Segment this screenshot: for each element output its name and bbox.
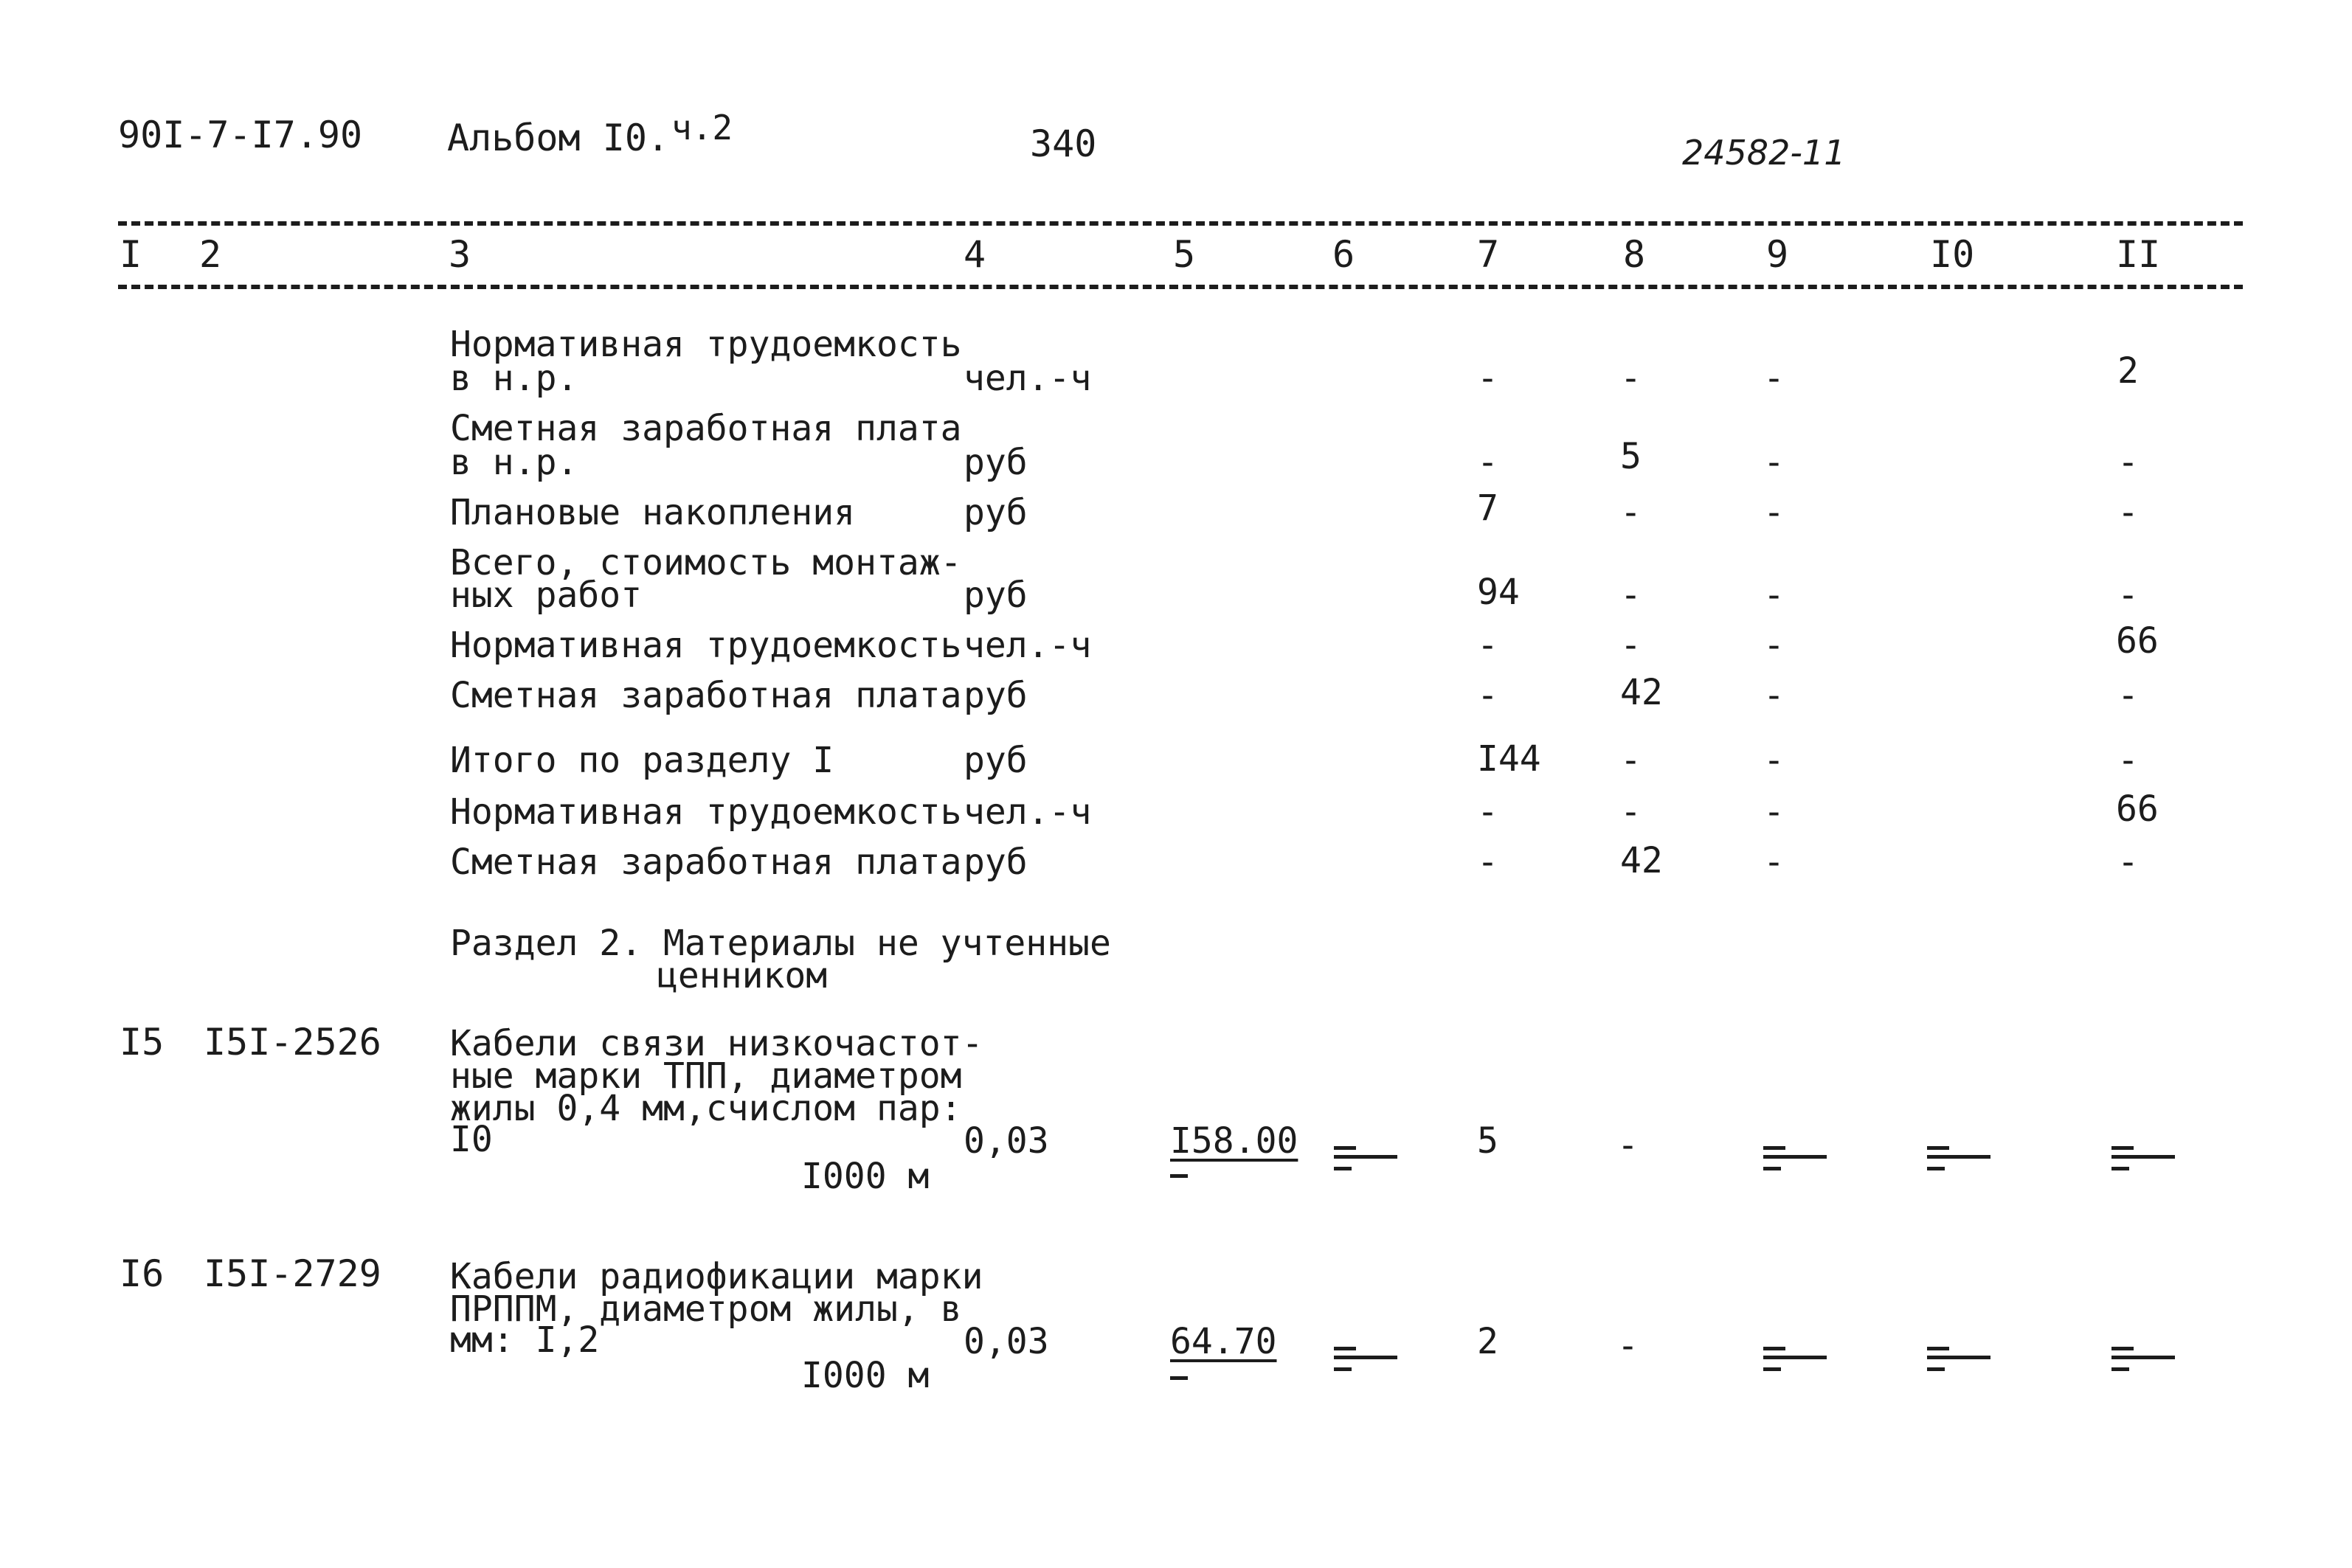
col11-dash-mark <box>2111 1347 2175 1369</box>
summary-col7: - <box>1477 442 1498 483</box>
summary-col7: - <box>1477 358 1498 399</box>
item-description-cont: жилы 0,4 мм,счислом пар: <box>450 1088 962 1129</box>
summary-col7: - <box>1477 675 1498 716</box>
summary-unit: чел.-ч <box>964 358 1092 399</box>
summary-col8: - <box>1620 740 1642 781</box>
summary-col7: - <box>1477 842 1498 883</box>
summary-col11: 66 <box>2116 620 2159 662</box>
summary-col9: - <box>1763 575 1785 616</box>
item-number: I5 <box>120 1021 165 1064</box>
summary-col9: - <box>1763 842 1785 883</box>
col6-dash-mark <box>1334 1347 1397 1369</box>
summary-col8: - <box>1620 625 1642 666</box>
summary-col9: - <box>1763 442 1785 483</box>
summary-col9: - <box>1763 675 1785 716</box>
item-description-cont: мм: I,2 <box>450 1319 600 1361</box>
col-header-5: 5 <box>1173 233 1196 276</box>
summary-col9: - <box>1763 492 1785 533</box>
summary-col11: - <box>2117 675 2139 716</box>
page-number: 340 <box>1030 122 1097 165</box>
item-description-cont: I0 <box>450 1119 493 1160</box>
col9-dash-mark <box>1763 1146 1827 1168</box>
summary-unit: руб <box>964 575 1028 616</box>
summary-col9: - <box>1763 625 1785 666</box>
summary-col7: 7 <box>1477 488 1498 529</box>
col-header-9: 9 <box>1766 233 1789 276</box>
item-description: Кабели радиофикации марки <box>450 1256 983 1297</box>
summary-col8: - <box>1620 358 1642 399</box>
col-header-4: 4 <box>964 233 986 276</box>
item-unit: I000 м <box>801 1355 930 1396</box>
summary-unit: руб <box>964 842 1028 883</box>
section-title-cont: ценником <box>657 955 828 996</box>
summary-name: Сметная заработная плата <box>450 842 962 883</box>
summary-col11: - <box>2117 740 2139 781</box>
col6-dash-mark <box>1334 1146 1397 1168</box>
album-part: ч.2 <box>671 108 733 148</box>
item-code: I5I-2729 <box>204 1252 381 1295</box>
item-description-cont: ПРППМ, диаметром жилы, в <box>450 1288 962 1330</box>
summary-name: Нормативная трудоемкость <box>450 324 962 365</box>
summary-name-cont: в н.р. <box>450 442 578 483</box>
col9-dash-mark <box>1763 1347 1827 1369</box>
summary-col8: - <box>1620 791 1642 833</box>
summary-col9: - <box>1763 740 1785 781</box>
summary-name: Всего, стоимость монтаж- <box>450 542 962 583</box>
item-col8: - <box>1617 1325 1639 1367</box>
summary-unit: руб <box>964 740 1028 781</box>
col11-dash-mark <box>2111 1146 2175 1168</box>
summary-col9: - <box>1763 358 1785 399</box>
summary-col8: - <box>1620 575 1642 616</box>
summary-col8: 5 <box>1620 436 1642 477</box>
summary-col11: - <box>2117 492 2139 533</box>
summary-col8: - <box>1620 492 1642 533</box>
summary-name: Сметная заработная плата <box>450 675 962 716</box>
col-header-8: 8 <box>1623 233 1646 276</box>
summary-col11: - <box>2117 442 2139 483</box>
summary-col7: - <box>1477 625 1498 666</box>
summary-col7: I44 <box>1477 738 1541 780</box>
summary-name: Нормативная трудоемкость <box>450 791 962 833</box>
summary-col7: 94 <box>1477 572 1520 613</box>
summary-col11: 66 <box>2116 788 2159 830</box>
summary-unit: чел.-ч <box>964 791 1092 833</box>
summary-name: Плановые накопления <box>450 492 856 533</box>
header-rule-top <box>118 221 2243 226</box>
summary-col11: 2 <box>2117 350 2139 392</box>
item-price: I58.00 <box>1170 1120 1298 1162</box>
summary-name: Сметная заработная плата <box>450 408 962 449</box>
item-number: I6 <box>120 1252 165 1295</box>
price-dash-mark <box>1170 1376 1188 1380</box>
col-header-10: I0 <box>1930 233 1975 276</box>
summary-name-cont: в н.р. <box>450 358 578 399</box>
summary-unit: руб <box>964 675 1028 716</box>
summary-col8: 42 <box>1620 840 1663 881</box>
item-description: Кабели связи низкочастот- <box>450 1023 983 1064</box>
summary-col7: - <box>1477 791 1498 833</box>
col-header-2: 2 <box>199 233 222 276</box>
col10-dash-mark <box>1927 1347 1990 1369</box>
col-header-1: I <box>120 233 142 276</box>
section-title: Раздел 2. Материалы не учтенные <box>450 923 1111 964</box>
item-description-cont: ные марки ТПП, диаметром <box>450 1055 962 1097</box>
item-code: I5I-2526 <box>204 1021 381 1064</box>
album-title: Альбом I0. <box>447 117 670 159</box>
col-header-6: 6 <box>1332 233 1355 276</box>
summary-unit: руб <box>964 492 1028 533</box>
col10-dash-mark <box>1927 1146 1990 1168</box>
summary-col8: 42 <box>1620 672 1663 713</box>
item-col8: - <box>1617 1125 1639 1166</box>
price-dash-mark <box>1170 1174 1188 1178</box>
doc-code: 90I-7-I7.90 <box>118 114 363 156</box>
item-unit: I000 м <box>801 1156 930 1197</box>
summary-name: Нормативная трудоемкость <box>450 625 962 666</box>
summary-unit: руб <box>964 442 1028 483</box>
summary-name: Итого по разделу I <box>450 740 834 781</box>
item-col7: 2 <box>1477 1321 1498 1362</box>
header-rule-bottom <box>118 285 2243 289</box>
item-quantity: 0,03 <box>964 1120 1049 1162</box>
document-number: 24582-11 <box>1682 133 1846 173</box>
col-header-11: II <box>2116 233 2161 276</box>
summary-name-cont: ных работ <box>450 575 643 616</box>
summary-unit: чел.-ч <box>964 625 1092 666</box>
summary-col11: - <box>2117 842 2139 883</box>
item-col7: 5 <box>1477 1120 1498 1162</box>
col-header-7: 7 <box>1477 233 1500 276</box>
col-header-3: 3 <box>449 233 471 276</box>
summary-col9: - <box>1763 791 1785 833</box>
item-quantity: 0,03 <box>964 1321 1049 1362</box>
summary-col11: - <box>2117 575 2139 616</box>
item-price: 64.70 <box>1170 1321 1277 1362</box>
